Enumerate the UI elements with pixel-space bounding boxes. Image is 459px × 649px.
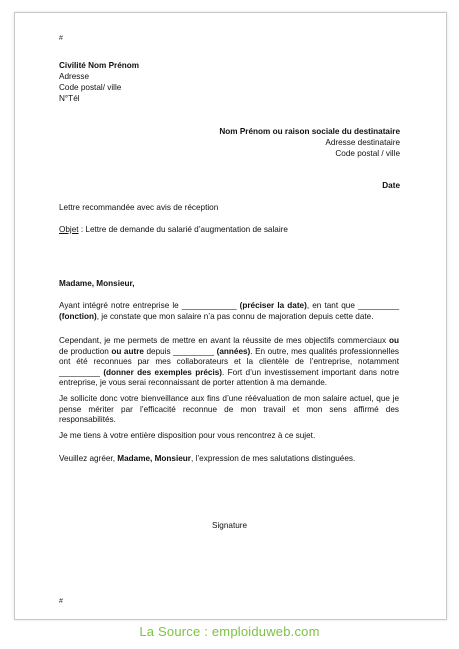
greeting: Madame, Monsieur, xyxy=(59,279,135,288)
p2-text-e: depuis _________ xyxy=(143,346,217,356)
signature: Signature xyxy=(212,521,248,530)
sender-phone: N°Tél xyxy=(59,94,80,103)
letter-page xyxy=(14,12,447,620)
p2-text-a: Cependant, je me permets de mettre en avant la réussite de mes objectifs commerciaux xyxy=(59,336,389,345)
sender-name: Civilité Nom Prénom xyxy=(59,61,140,70)
object-label: Objet xyxy=(59,225,79,234)
p2-text-g: . En outre, mes qualités professionnelles ont été reconnues par mes collaborateurs et la clientèle de l’entreprise, notamment _________ xyxy=(59,346,399,377)
paragraph-3: Je sollicite donc votre bienveillance aux fins d’une réévaluation de mon salaire actuel, que je pense mériter par l’efficacité reconnue de mon travail et mon sens affirmé des responsabilités. xyxy=(59,394,399,425)
sender-postal: Code postal/ ville xyxy=(59,83,122,92)
p2-bold-ou: ou xyxy=(388,336,399,345)
recipient-postal: Code postal / ville xyxy=(335,149,400,158)
paragraph-1 xyxy=(59,301,399,322)
sending-mode: Lettre recommandée avec avis de réception xyxy=(59,203,219,212)
p2-bold-exemples: (donner des exemples précis) xyxy=(103,367,223,377)
p5-bold-salutation: Madame, Monsieur xyxy=(117,454,191,463)
object-text: : Lettre de demande du salarié d’augmentation de salaire xyxy=(78,225,288,234)
p5-text-a: Veuillez agréer, xyxy=(59,454,118,463)
bottom-mark: # xyxy=(59,598,63,605)
sender-address: Adresse xyxy=(59,72,90,81)
recipient-address: Adresse destinataire xyxy=(325,138,400,147)
paragraph-4: Je me tiens à votre entière disposition pour vous rencontrez à ce sujet. xyxy=(59,431,316,440)
p1-text-c: , en tant que _________ xyxy=(306,301,399,310)
p1-bold-date: (préciser la date) xyxy=(239,301,307,310)
p2-text-i: . Fort d’un investissement important dans notre entreprise, je vous serai reconnaissant de porter attention à ma demande. xyxy=(59,367,400,388)
p2-bold-annees: (années) xyxy=(216,346,251,356)
p5-text-c: , l’expression de mes salutations distinguées. xyxy=(190,454,356,463)
letter-object xyxy=(59,225,288,236)
paragraph-2 xyxy=(59,336,399,389)
top-mark: # xyxy=(59,35,63,42)
p2-bold-ou-autre: ou autre xyxy=(111,346,144,356)
recipient-name: Nom Prénom ou raison sociale du destinataire xyxy=(219,127,400,136)
source-footer: La Source : emploiduweb.com xyxy=(139,624,320,639)
letter-date: Date xyxy=(382,181,400,190)
p1-bold-function: (fonction) xyxy=(59,311,97,321)
p1-text-e: , je constate que mon salaire n’a pas connu de majoration depuis cette date. xyxy=(96,311,374,321)
paragraph-5 xyxy=(59,454,399,465)
p2-text-c: de production xyxy=(59,346,112,356)
p1-text-a: Ayant intégré notre entreprise le ____________ xyxy=(59,301,240,310)
